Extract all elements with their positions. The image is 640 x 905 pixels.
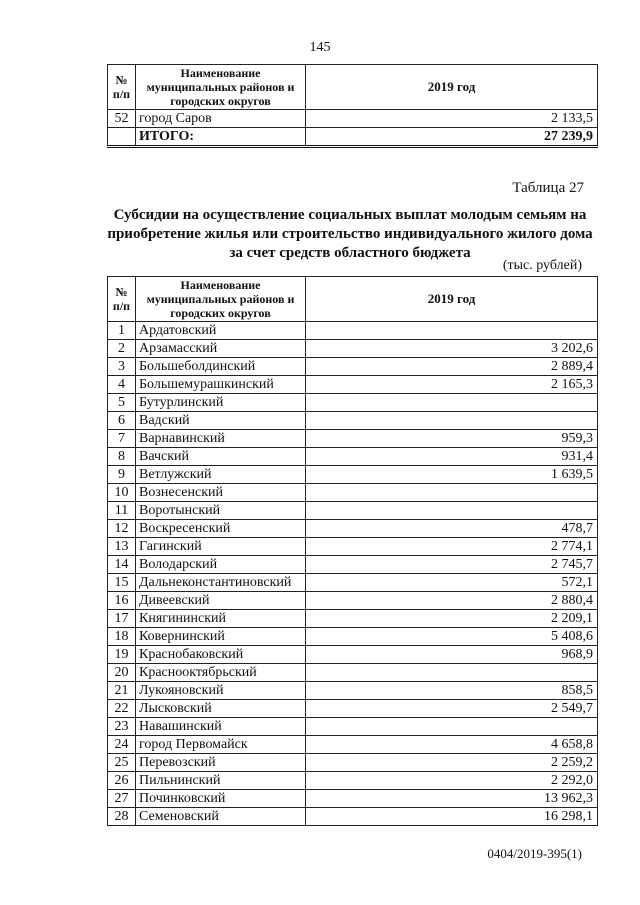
row-num: 14 — [108, 556, 136, 574]
row-name: Починковский — [136, 790, 306, 808]
table-row — [108, 790, 598, 808]
row-num: 2 — [108, 340, 136, 358]
row-num: 1 — [108, 322, 136, 340]
table-row — [108, 340, 598, 358]
header-year: 2019 год — [306, 277, 598, 322]
row-value: 2 549,7 — [306, 700, 598, 718]
row-value: 16 298,1 — [306, 808, 598, 826]
row-value: 858,5 — [306, 682, 598, 700]
header-year: 2019 год — [306, 65, 598, 110]
table-row — [108, 556, 598, 574]
row-value: 1 639,5 — [306, 466, 598, 484]
row-name: Краснобаковский — [136, 646, 306, 664]
table-row — [108, 610, 598, 628]
row-name: Ветлужский — [136, 466, 306, 484]
row-value: 572,1 — [306, 574, 598, 592]
table-row — [108, 376, 598, 394]
row-num: 10 — [108, 484, 136, 502]
row-name: Навашинский — [136, 718, 306, 736]
row-value — [306, 718, 598, 736]
row-value — [306, 484, 598, 502]
row-name: Вознесенский — [136, 484, 306, 502]
table-row — [108, 628, 598, 646]
row-name: Бутурлинский — [136, 394, 306, 412]
total-row — [108, 128, 598, 147]
row-value — [306, 502, 598, 520]
table-row — [108, 394, 598, 412]
row-name: Ардатовский — [136, 322, 306, 340]
row-name: город Саров — [136, 110, 306, 128]
row-num: 25 — [108, 754, 136, 772]
row-num: 28 — [108, 808, 136, 826]
row-num: 6 — [108, 412, 136, 430]
row-num: 26 — [108, 772, 136, 790]
table-header — [108, 65, 598, 110]
row-value: 2 259,2 — [306, 754, 598, 772]
row-num: 22 — [108, 700, 136, 718]
row-name: Лысковский — [136, 700, 306, 718]
units-label: (тыс. рублей) — [502, 258, 582, 273]
table-continued — [107, 64, 598, 148]
row-name: Большеболдинский — [136, 358, 306, 376]
row-num: 13 — [108, 538, 136, 556]
row-value: 2 745,7 — [306, 556, 598, 574]
table-row — [108, 538, 598, 556]
row-num: 9 — [108, 466, 136, 484]
row-num: 12 — [108, 520, 136, 538]
row-name: Вачский — [136, 448, 306, 466]
row-name: Вадский — [136, 412, 306, 430]
row-num: 23 — [108, 718, 136, 736]
row-name: Лукояновский — [136, 682, 306, 700]
row-value: 2 889,4 — [306, 358, 598, 376]
row-num: 16 — [108, 592, 136, 610]
row-value — [306, 412, 598, 430]
row-num: 5 — [108, 394, 136, 412]
row-name: Ковернинский — [136, 628, 306, 646]
table-row — [108, 664, 598, 682]
table-row — [108, 448, 598, 466]
row-num: 17 — [108, 610, 136, 628]
row-name: Дивеевский — [136, 592, 306, 610]
row-num: 21 — [108, 682, 136, 700]
table-row — [108, 430, 598, 448]
table-row — [108, 520, 598, 538]
table-row — [108, 466, 598, 484]
document-code: 0404/2019-395(1) — [487, 846, 582, 861]
row-num: 52 — [108, 110, 136, 128]
table-header — [108, 277, 598, 322]
row-num: 3 — [108, 358, 136, 376]
total-label: ИТОГО: — [136, 128, 306, 147]
table-row — [108, 412, 598, 430]
row-num: 8 — [108, 448, 136, 466]
row-value: 968,9 — [306, 646, 598, 664]
table-row — [108, 736, 598, 754]
row-num: 15 — [108, 574, 136, 592]
row-num: 7 — [108, 430, 136, 448]
row-name: Перевозский — [136, 754, 306, 772]
table-row — [108, 574, 598, 592]
row-value: 2 165,3 — [306, 376, 598, 394]
row-value — [306, 394, 598, 412]
table-row — [108, 808, 598, 826]
page-number: 145 — [309, 40, 331, 55]
table-row — [108, 502, 598, 520]
total-value: 27 239,9 — [306, 128, 598, 147]
row-value — [306, 322, 598, 340]
row-name: Княгининский — [136, 610, 306, 628]
row-value: 3 202,6 — [306, 340, 598, 358]
row-value: 5 408,6 — [306, 628, 598, 646]
row-value: 478,7 — [306, 520, 598, 538]
table-row — [108, 700, 598, 718]
table-27 — [107, 276, 598, 826]
row-name: Семеновский — [136, 808, 306, 826]
header-num: № п/п — [108, 277, 136, 322]
row-name: город Первомайск — [136, 736, 306, 754]
row-value: 959,3 — [306, 430, 598, 448]
row-value: 2 774,1 — [306, 538, 598, 556]
row-num: 4 — [108, 376, 136, 394]
table-row — [108, 772, 598, 790]
table-row — [108, 592, 598, 610]
row-num: 24 — [108, 736, 136, 754]
row-num: 11 — [108, 502, 136, 520]
table-row — [108, 718, 598, 736]
row-name: Дальнеконстантиновский — [136, 574, 306, 592]
row-value: 2 880,4 — [306, 592, 598, 610]
row-num: 27 — [108, 790, 136, 808]
row-value — [306, 664, 598, 682]
row-name: Арзамасский — [136, 340, 306, 358]
row-value: 2 292,0 — [306, 772, 598, 790]
table-title: Субсидии на осуществление социальных выплат молодым семьям на приобретение жилья или строительство индивидуального жилого дома за счет средств областного бюджета — [107, 207, 593, 261]
row-num: 19 — [108, 646, 136, 664]
table-row — [108, 754, 598, 772]
table-row — [108, 358, 598, 376]
row-name: Воскресенский — [136, 520, 306, 538]
table-row — [108, 646, 598, 664]
table-row — [108, 322, 598, 340]
row-name: Варнавинский — [136, 430, 306, 448]
row-name: Большемурашкинский — [136, 376, 306, 394]
row-num: 20 — [108, 664, 136, 682]
row-value: 931,4 — [306, 448, 598, 466]
row-value: 4 658,8 — [306, 736, 598, 754]
row-name: Пильнинский — [136, 772, 306, 790]
total-num — [108, 128, 136, 147]
table-row — [108, 682, 598, 700]
header-name: Наименование муниципальных районов и городских округов — [136, 277, 306, 322]
row-name: Гагинский — [136, 538, 306, 556]
row-num: 18 — [108, 628, 136, 646]
row-value: 2 209,1 — [306, 610, 598, 628]
table-row — [108, 484, 598, 502]
header-name: Наименование муниципальных районов и городских округов — [136, 65, 306, 110]
header-num: № п/п — [108, 65, 136, 110]
row-name: Володарский — [136, 556, 306, 574]
row-value: 13 962,3 — [306, 790, 598, 808]
row-value: 2 133,5 — [306, 110, 598, 128]
row-name: Воротынский — [136, 502, 306, 520]
table-row — [108, 110, 598, 128]
row-name: Краснооктябрьский — [136, 664, 306, 682]
table-label: Таблица 27 — [512, 180, 584, 196]
